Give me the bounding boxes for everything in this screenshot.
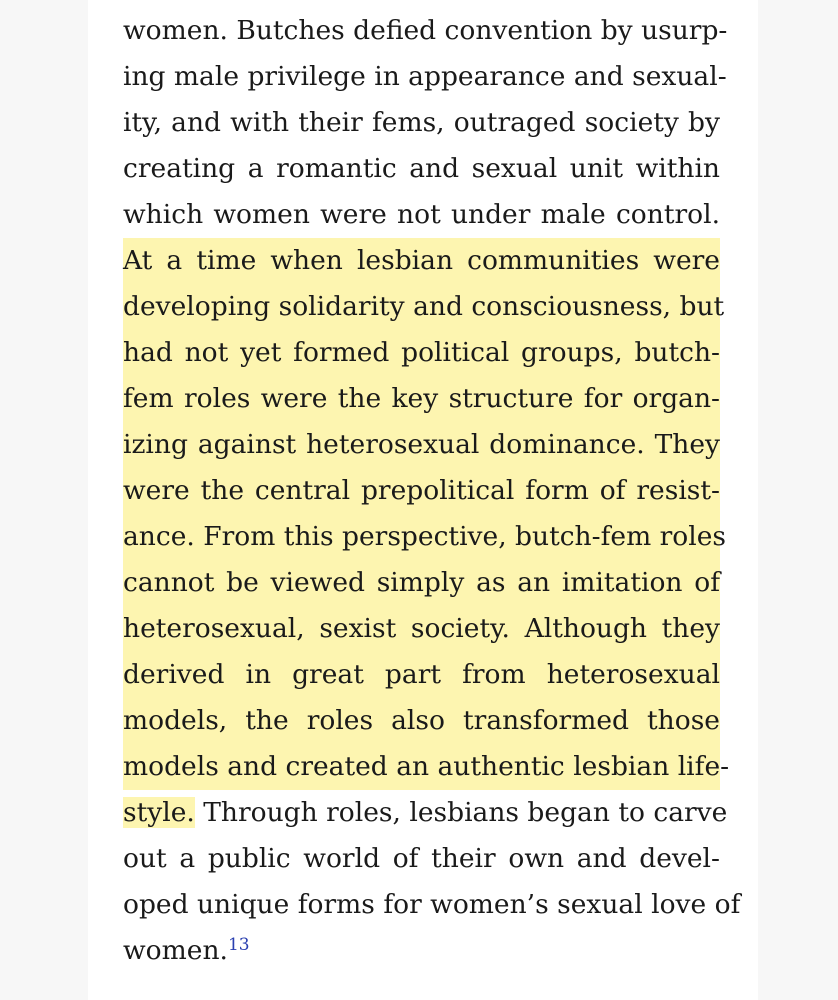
highlighted-text-line[interactable]: derived in great part from heterosexual [123,652,720,698]
text-fragment: Through roles, lesbians began to carve [194,797,728,828]
highlighted-text-line[interactable]: had not yet formed political groups, butch- [123,330,720,376]
highlighted-text-line[interactable]: developing solidarity and consciousness, but [123,284,720,330]
footnote-link[interactable]: 13 [227,935,250,955]
highlighted-text-line[interactable]: At a time when lesbian communities were [123,238,720,284]
highlighted-text-line[interactable]: cannot be viewed simply as an imitation of [123,560,720,606]
highlighted-text-line[interactable]: were the central prepolitical form of resist- [123,468,720,514]
text-line: which women were not under male control. [123,199,720,230]
text-line [123,928,720,974]
text-line: creating a romantic and sexual unit within [123,153,720,184]
text-fragment: women. [123,935,228,966]
highlighted-text-line[interactable]: fem roles were the key structure for organ- [123,376,720,422]
text-line: oped unique forms for women’s sexual love of [123,889,741,920]
highlighted-text-line[interactable]: heterosexual, sexist society. Although they [123,606,720,652]
text-line: out a public world of their own and devel- [123,843,720,874]
highlighted-text-line[interactable]: izing against heterosexual dominance. They [123,422,720,468]
text-line: ing male privilege in appearance and sexual- [123,61,727,92]
text-line-mixed [123,790,728,836]
highlighted-text-fragment[interactable]: style. [123,797,195,828]
highlighted-text-line[interactable]: models and created an authentic lesbian life- [123,744,720,790]
highlighted-text-line[interactable]: ance. From this perspective, butch-fem roles [123,514,720,560]
text-line: ity, and with their fems, outraged society by [123,107,720,138]
highlighted-text-line[interactable]: models, the roles also transformed those [123,698,720,744]
text-line: women. Butches defied convention by usurp- [123,15,728,46]
